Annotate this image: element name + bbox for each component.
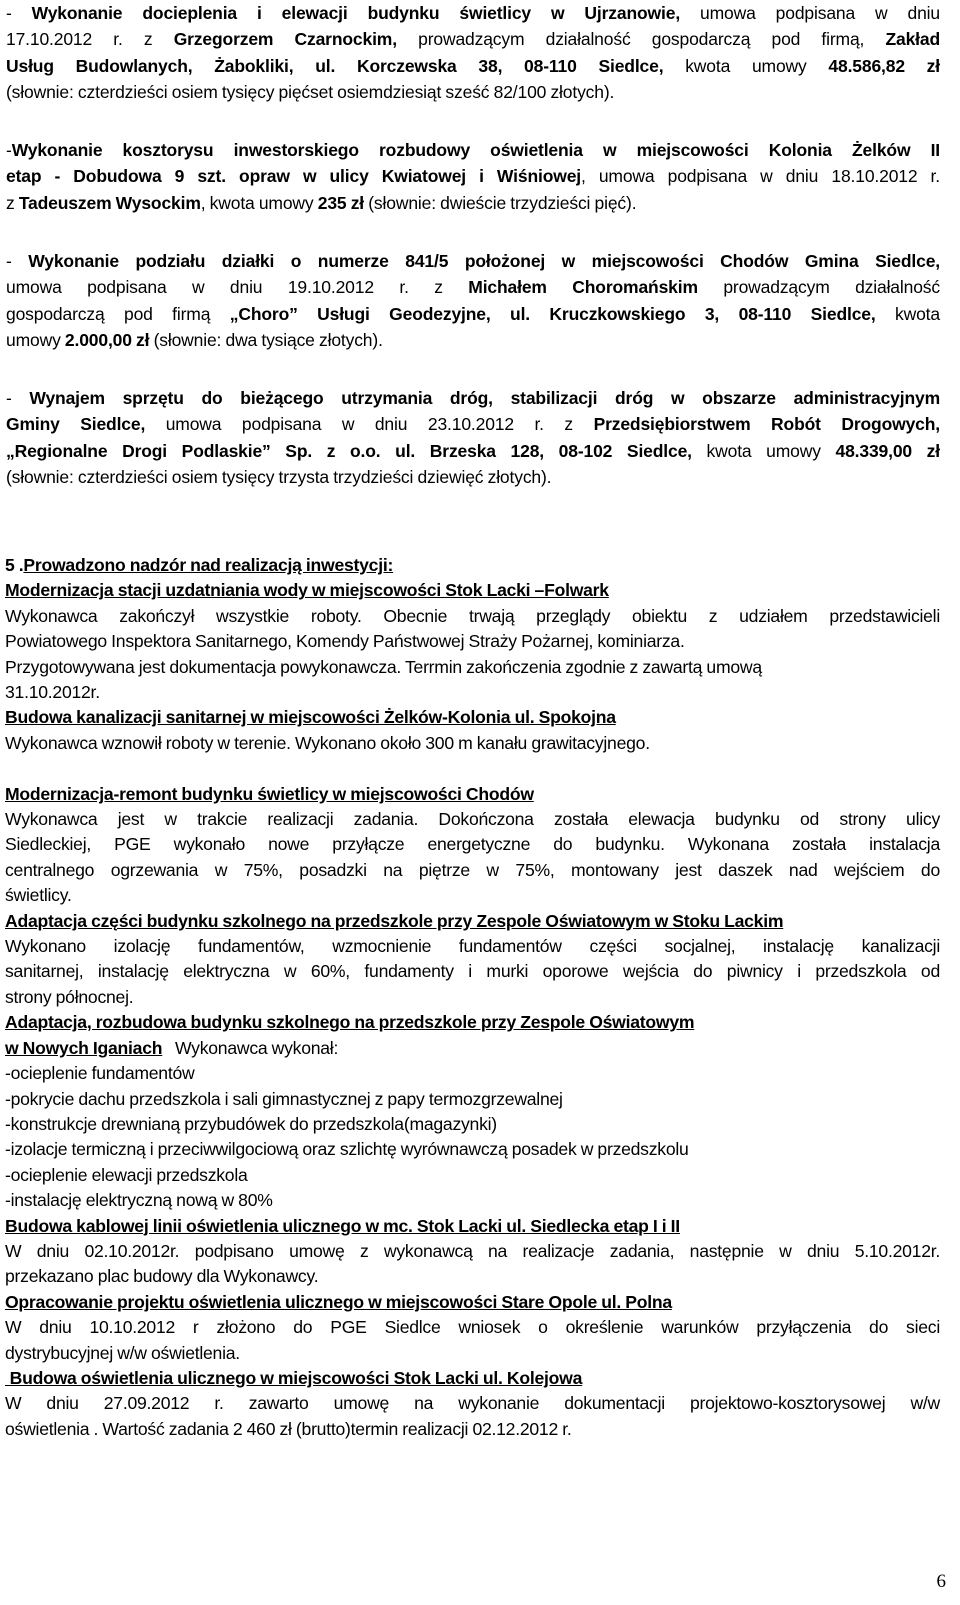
contract-paragraph: - Wykonanie docieplenia i elewacji budynku świetlicy w Ujrzanowie, umowa podpisana w dniu 17.10.2012 r. z Grzegorzem Czarnockim, prowadzącym działalność gospodarczą pod firmą, Zakład Usług Budowlanych, Żabokliki, ul. Korczewska 38, 08-110 Siedlce, kwota umowy 48.586,82 zł (słownie: czterdzieści osiem tysięcy pięćset osiemdziesiąt sześć 82/100 złotych). (6, 3, 941, 102)
list-item: -ocieplenie fundamentów (5, 1063, 195, 1084)
contract-entry-4 (6, 385, 940, 490)
contract-paragraph: - Wykonanie podziału działki o numerze 841/5 położonej w miejscowości Chodów Gmina Siedlce, umowa podpisana w dniu 19.10.2012 r. z Michałem Choromańskim prowadzącym działalność gospodarczą pod firmą „Choro” Usługi Geodezyjne, ul. Kruczkowskiego 3, 08-110 Siedlce, kwota umowy 2.000,00 zł (słownie: dwa tysiące złotych). (6, 251, 941, 350)
list-item: -pokrycie dachu przedszkola i sali gimnastycznej z papy termozgrzewalnej (5, 1088, 563, 1109)
section-5: 5 .Prowadzono nadzór nad realizacją inwestycji: Modernizacja stacji uzdatniania wody w miejscowości Stok Lacki –Folwark Wykonawca zakończył wszystkie roboty. Obecnie trwają przeglądy obiektu z udziałem przedstawicieli Powiatowego Inspektora Sanitarnego, Komendy Państwowej Straży Pożarnej, kominiarza. Przygotowywana jest dokumentacja powykonawcza. Terrmin zakończenia zgodnie z zawartą umową 31.10.2012r. Budowa kanalizacji sanitarnej w miejscowości Żelków-Kolonia ul. Spokojna Wykonawca wznowił roboty w terenie. Wykonano około 300 m kanału grawitacyjnego. Modernizacja-remont budynku świetlicy w miejscowości Chodów Wykonawca jest w trakcie realizacji zadania. Dokończona została elewacja budynku od strony ulicy Siedleckiej, PGE wykonało nowe przyłącze energetyczne do budynku. Wykonana została instalacja centralnego ogrzewania w 75%, posadzki na piętrze w 75%, montowany jest daszek nad wejściem do świetlicy. Adaptacja części budynku szkolnego na przedszkole przy Zespole Oświatowym w Stoku Lackim Wykonano izolację fundamentów, wzmocnienie fundamentów części socjalnej, instalację kanalizacji sanitarnej, instalację elektryczna w 60%, fundamenty i murki oporowe wejścia do piwnicy i przedszkola od strony północnej. Adaptacja, rozbudowa budynku szkolnego na przedszkole przy Zespole Oświatowym w Nowych Iganiach Wykonawca wykonał: -ocieplenie fundamentów -pokrycie dachu przedszkola i sali gimnastycznej z papy termozgrzewalnej -konstrukcje drewnianą przybudówek do przedszkola(magazynki) -izolacje termiczną i przeciwwilgociową oraz szlichtę wyrównawczą posadek w przedszkolu -ocieplenie elewacji przedszkola -instalację elektryczną nową w 80% Budowa kablowej linii oświetlenia ulicznego w mc. Stok Lacki ul. Siedlecka etap I i II W dniu 02.10.2012r. podpisano umowę z wykonawcą na realizacje zadania, następnie w dniu 5.10.2012r. przekazano plac budowy dla Wykonawcy. Opracowanie projektu oświetlenia ulicznego w miejscowości Stare Opole ul. Polna W dniu 10.10.2012 r złożono do PGE Siedlce wniosek o określenie warunków przyłączenia do sieci dystrybucyjnej w/w oświetlenia. Budowa oświetlenia ulicznego w miejscowości Stok Lacki ul. Kolejowa W dniu 27.09.2012 r. zawarto umowę na wykonanie dokumentacji projektowo-kosztorysowej w/w oświetlenia . Wartość zadania 2 460 zł (brutto)termin realizacji 02.12.2012 r. (5, 555, 940, 1439)
task-title-sewerage: Budowa kanalizacji sanitarnej w miejscowości Żelków-Kolonia ul. Spokojna (5, 707, 616, 728)
task-title-water-station: Modernizacja stacji uzdatniania wody w miejscowości Stok Lacki –Folwark (5, 580, 609, 601)
list-item: -konstrukcje drewnianą przybudówek do przedszkola(magazynki) (5, 1113, 497, 1134)
contract-entry-2 (6, 137, 940, 216)
contract-entry-1 (6, 0, 940, 105)
contract-entry-3 (6, 248, 940, 353)
contract-paragraph: - Wynajem sprzętu do bieżącego utrzymania dróg, stabilizacji dróg w obszarze administracyjnym Gminy Siedlce, umowa podpisana w dniu 23.10.2012 r. z Przedsiębiorstwem Robót Drogowych, „Regionalne Drogi Podlaskie” Sp. z o.o. ul. Brzeska 128, 08-102 Siedlce, kwota umowy 48.339,00 zł (słownie: czterdzieści osiem tysięcy trzysta trzydzieści dziewięć złotych). (6, 388, 940, 487)
task-title-community-hall: Modernizacja-remont budynku świetlicy w miejscowości Chodów (5, 783, 534, 804)
list-item: -instalację elektryczną nową w 80% (5, 1190, 273, 1211)
blank-line (5, 756, 940, 781)
contract-paragraph: -Wykonanie kosztorysu inwestorskiego rozbudowy oświetlenia w miejscowości Kolonia Żelków II etap - Dobudowa 9 szt. opraw w ulicy Kwiatowej i Wiśniowej, umowa podpisana w dniu 18.10.2012 r. z Tadeuszem Wysockim, kwota umowy 235 zł (słownie: dwieście trzydzieści pięć). (6, 140, 940, 213)
section-heading: 5 .Prowadzono nadzór nad realizacją inwestycji: (5, 555, 394, 575)
task-title-kindergarten-iganie: Adaptacja, rozbudowa budynku szkolnego na przedszkole przy Zespole Oświatowym (5, 1012, 695, 1033)
task-title-cable-lighting: Budowa kablowej linii oświetlenia ulicznego w mc. Stok Lacki ul. Siedlecka etap I i II (5, 1215, 680, 1236)
task-title-lighting-project: Opracowanie projektu oświetlenia ulicznego w miejscowości Stare Opole ul. Polna (5, 1291, 672, 1312)
list-item: -ocieplenie elewacji przedszkola (5, 1164, 248, 1185)
task-title-street-lighting: Budowa oświetlenia ulicznego w miejscowości Stok Lacki ul. Kolejowa (5, 1367, 583, 1388)
page-number: 6 (936, 1571, 946, 1592)
list-item: -izolacje termiczną i przeciwwilgociową oraz szlichtę wyrównawczą posadek w przedszkolu (5, 1139, 689, 1160)
task-title-kindergarten-stok-lacki: Adaptacja części budynku szkolnego na przedszkole przy Zespole Oświatowym w Stoku Lackim (5, 910, 784, 931)
